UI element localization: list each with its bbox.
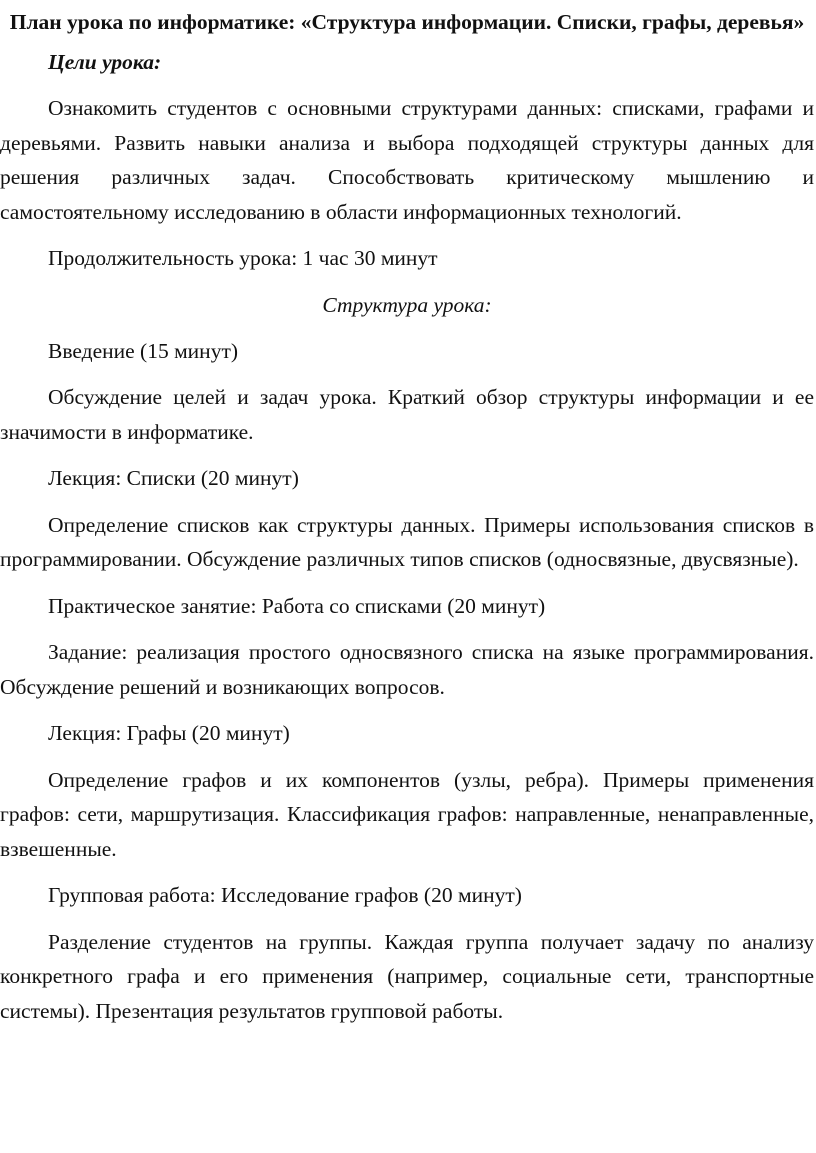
section-text-graphs-group-work: Разделение студентов на группы. Каждая группа получает задачу по анализу конкретного графа и его применения (например, социальные сети, транспортные системы). Презентация результатов групповой работы. — [0, 929, 814, 1023]
section-heading-graphs-lecture: Лекция: Графы (20 минут) — [48, 721, 290, 745]
section-text-graphs-lecture: Определение графов и их компонентов (узлы, ребра). Примеры применения графов: сети, маршрутизация. Классификация графов: направленные, ненаправленные, взвешенные. — [0, 767, 814, 861]
section-text-lists-practice: Задание: реализация простого односвязного списка на языке программирования. Обсуждение решений и возникающих вопросов. — [0, 640, 814, 699]
section-heading-graphs-group-work: Групповая работа: Исследование графов (20 минут) — [48, 883, 522, 907]
section-heading-intro: Введение (15 минут) — [48, 338, 238, 363]
section-heading-lists-lecture: Лекция: Списки (20 минут) — [48, 466, 299, 490]
section-text-lists-lecture: Определение списков как структуры данных. Примеры использования списков в программировании. Обсуждение различных типов списков (односвязные, двусвязные). — [0, 512, 814, 571]
section-text-intro: Обсуждение целей и задач урока. Краткий обзор структуры информации и ее значимости в информатике. — [0, 385, 814, 444]
goals-paragraph: Ознакомить студентов с основными структурами данных: списками, графами и деревьями. Развить навыки анализа и выбора подходящей структуры данных для решения различных задач. Способствовать критическому мышлению и самостоятельному исследованию в области информационных технологий. — [0, 96, 814, 224]
structure-heading: Структура урока: — [322, 292, 492, 317]
duration-paragraph: Продолжительность урока: 1 час 30 минут — [48, 246, 438, 270]
document-title: План урока по информатике: «Структура информации. Списки, графы, деревья» — [9, 10, 805, 34]
goals-heading: Цели урока: — [48, 50, 162, 74]
section-heading-lists-practice: Практическое занятие: Работа со списками (20 минут) — [48, 593, 546, 618]
